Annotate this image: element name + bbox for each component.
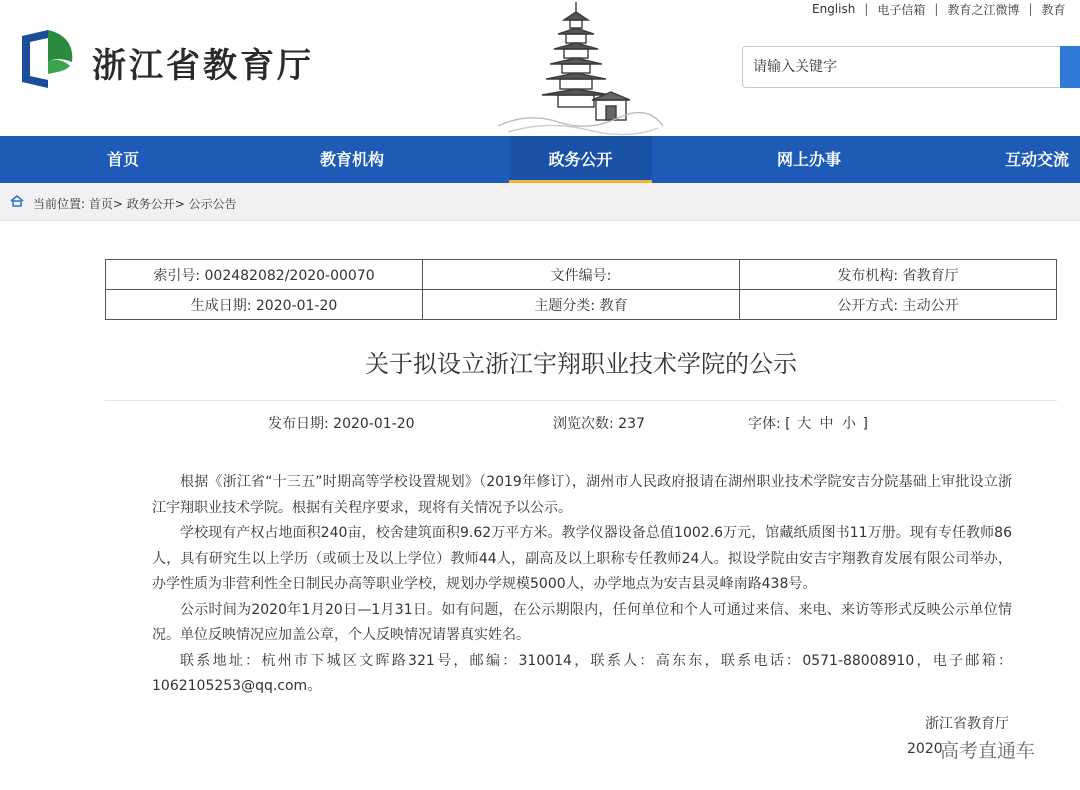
breadcrumb-home[interactable]: 首页 xyxy=(88,197,113,211)
breadcrumb-separator: > xyxy=(174,197,189,211)
nav-home[interactable]: 首页 xyxy=(106,150,139,169)
bracket: ] xyxy=(862,416,868,432)
meta-doc-no: 文件编号: xyxy=(423,260,740,290)
breadcrumb-government-affairs[interactable]: 政务公开 xyxy=(126,197,175,211)
paragraph: 学校现有产权占地面积240亩，校舍建筑面积9.62万平方米。教学仪器设备总值1002.6万元，馆藏纸质图书11万册。现有专任教师86人，具有研究生以上学历（或硕士及以上学位）教师44人，副高及以上职称专任教师24人。拟设学院由安吉宇翔教育发展有限公司举办，办学性质为非营利性全日制民办高等职业学校，规划办学规模5000人，办学地点为安吉县灵峰南路438号。 xyxy=(152,525,1012,592)
signature-org: 浙江省教育厅 xyxy=(925,716,1009,732)
site-header xyxy=(0,0,1080,136)
link-separator: | xyxy=(864,2,869,16)
breadcrumb-separator: > xyxy=(112,197,127,211)
education-link[interactable]: 教育 xyxy=(1041,2,1066,17)
home-icon xyxy=(10,195,24,207)
meta-category: 主题分类: 教育 xyxy=(423,290,740,320)
email-link[interactable]: 电子信箱 xyxy=(877,2,926,17)
link-separator: | xyxy=(934,2,939,16)
top-links xyxy=(812,0,1066,18)
meta-publisher: 发布机构: 省教育厅 xyxy=(740,260,1057,290)
breadcrumb xyxy=(0,183,1080,221)
search-box xyxy=(742,46,1080,88)
main-nav xyxy=(0,136,1080,183)
font-size-label: 字体: xyxy=(748,416,781,432)
link-separator: | xyxy=(1028,2,1033,16)
table-row xyxy=(106,260,1057,290)
font-size-large[interactable]: 大 xyxy=(797,416,812,432)
document-meta-table xyxy=(105,259,1057,320)
paragraph: 公示时间为2020年1月20日—1月31日。如有问题，在公示期限内，任何单位和个人可通过来信、来电、来访等形式反映公示单位情况。单位反映情况应加盖公章，个人反映情况请署真实姓名。 xyxy=(152,601,1012,643)
view-count: 浏览次数: 237 xyxy=(553,416,645,432)
font-size-medium[interactable]: 中 xyxy=(819,416,834,432)
watermark-text: 高考直通车 xyxy=(940,740,1036,762)
signature-date: 2020 xyxy=(907,741,943,757)
nav-online-services[interactable]: 网上办事 xyxy=(776,150,841,169)
meta-index-no: 索引号: 002482082/2020-00070 xyxy=(106,260,423,290)
table-row xyxy=(106,290,1057,320)
nav-institutions[interactable]: 教育机构 xyxy=(319,150,384,169)
breadcrumb-trail xyxy=(33,195,237,212)
title-divider xyxy=(105,400,1057,401)
pagoda-illustration-icon xyxy=(488,0,668,136)
search-input[interactable] xyxy=(743,47,1061,87)
breadcrumb-prefix: 当前位置: xyxy=(33,197,86,211)
search-button[interactable] xyxy=(1060,46,1080,88)
meta-open-mode: 公开方式: 主动公开 xyxy=(740,290,1057,320)
paragraph: 根据《浙江省“十三五”时期高等学校设置规划》（2019年修订），湖州市人民政府报请在湖州职业技术学院安吉分院基础上审批设立浙江宇翔职业技术学院。根据有关程序要求，现将有关情况予以公示。 xyxy=(152,474,1012,516)
publish-date: 发布日期: 2020-01-20 xyxy=(268,416,415,432)
font-size-control xyxy=(748,413,868,433)
nav-government-affairs[interactable]: 政务公开 xyxy=(509,136,652,183)
meta-created-date: 生成日期: 2020-01-20 xyxy=(106,290,423,320)
weibo-link[interactable]: 教育之江微博 xyxy=(947,2,1020,17)
article-title: 关于拟设立浙江宇翔职业技术学院的公示 xyxy=(365,350,797,378)
breadcrumb-announcements[interactable]: 公示公告 xyxy=(188,197,237,211)
paragraph: 联系地址：杭州市下城区文晖路321号，邮编：310014，联系人：高东东，联系电话：0571-88008910，电子邮箱：1062105253@qq.com。 xyxy=(152,652,1012,694)
nav-interaction[interactable]: 互动交流 xyxy=(1004,150,1069,169)
font-size-small[interactable]: 小 xyxy=(842,416,856,432)
bracket: [ xyxy=(785,416,791,432)
english-link[interactable]: English xyxy=(812,2,856,16)
education-logo-icon[interactable] xyxy=(18,28,76,90)
site-title[interactable]: 浙江省教育厅 xyxy=(92,46,314,86)
article-body xyxy=(152,470,1012,700)
